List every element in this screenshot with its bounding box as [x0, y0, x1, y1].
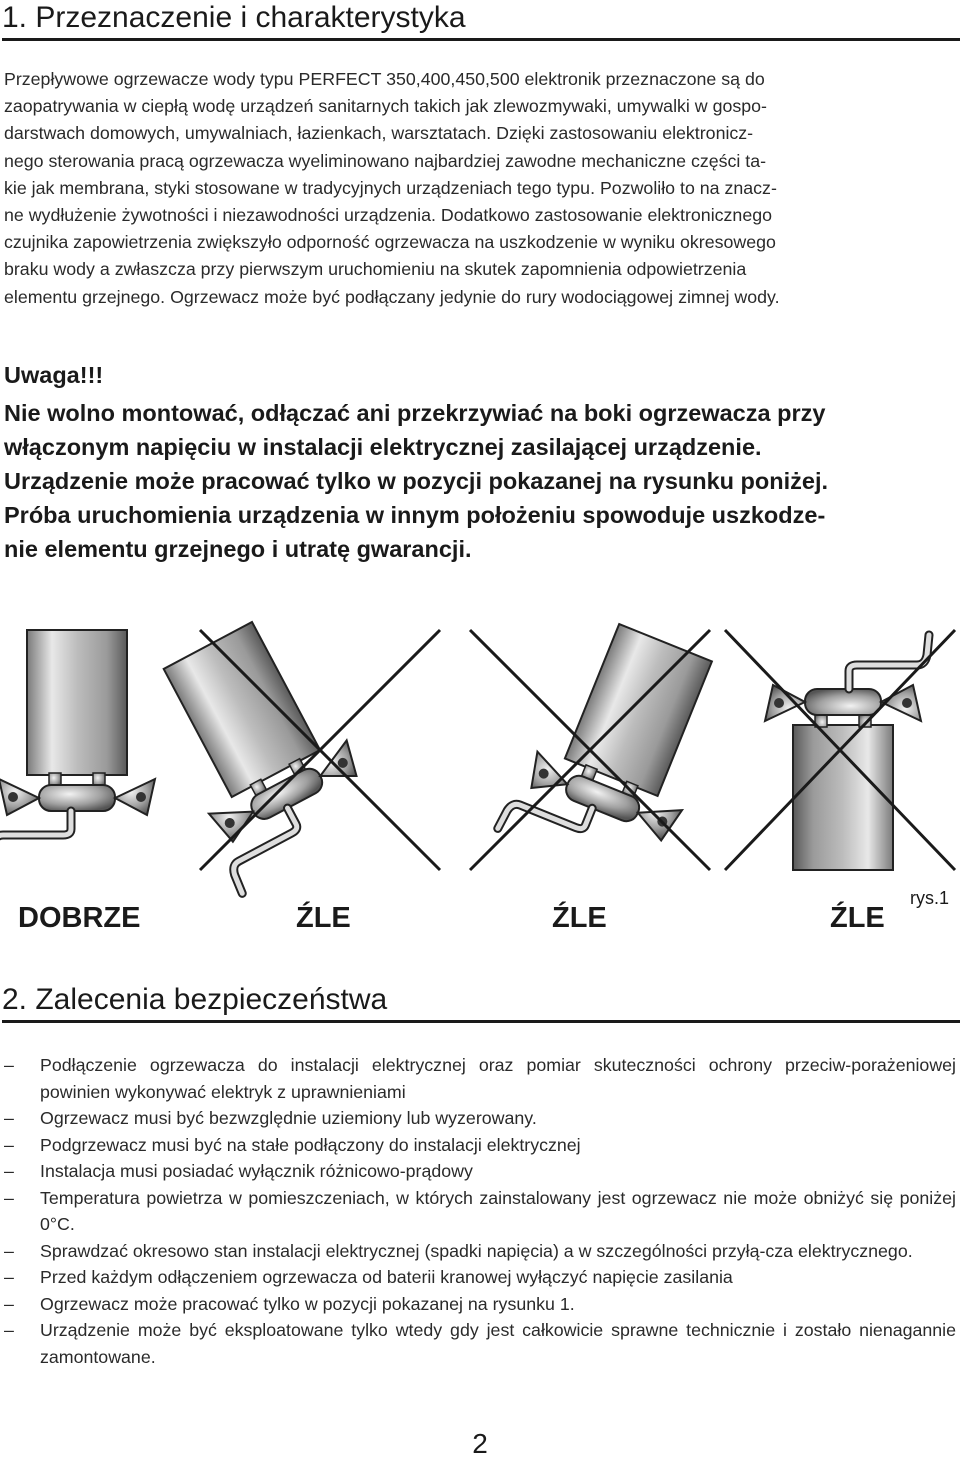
list-item-text: Podłączenie ogrzewacza do instalacji elektrycznej oraz pomiar skuteczności ochrony przeciw-porażeniowej powinien wykonywać elektryk z uprawnieniami	[40, 1055, 956, 1102]
list-dash: –	[4, 1108, 14, 1128]
intro-line: darstwach domowych, umywalniach, łazienkach, warsztatach. Dzięki zastosowaniu elektronicz-	[4, 123, 754, 144]
list-item	[4, 1158, 956, 1185]
list-item	[4, 1238, 956, 1265]
list-item	[4, 1264, 956, 1291]
list-item	[4, 1105, 956, 1132]
figure-caption: rys.1	[910, 888, 950, 908]
list-item	[4, 1317, 956, 1370]
list-item-text: Urządzenie może być eksploatowane tylko wtedy gdy jest całkowicie sprawne technicznie i zostało nienagannie zamontowane.	[40, 1320, 956, 1367]
intro-line: nego sterowania pracą ogrzewacza wyeliminowano najbardziej zawodne mechaniczne części ta-	[4, 150, 767, 171]
heater-tilted-left	[132, 609, 387, 893]
warning-title: Uwaga!!!	[4, 362, 104, 388]
label-wrong: ŹLE	[830, 902, 885, 934]
list-item-text: Podgrzewacz musi być na stałe podłączony do instalacji elektrycznej	[40, 1134, 581, 1155]
page-number: 2	[472, 1428, 488, 1459]
intro-line: elementu grzejnego. Ogrzewacz może być podłączany jedynie do rury wodociągowej zimnej wody.	[4, 286, 780, 307]
mounting-positions-illustration	[0, 600, 960, 900]
list-item-text: Instalacja musi posiadać wyłącznik różnicowo-prądowy	[40, 1161, 473, 1181]
safety-list	[4, 1052, 956, 1370]
list-dash: –	[4, 1187, 14, 1208]
list-dash: –	[4, 1267, 14, 1287]
list-item-text: Sprawdzać okresowo stan instalacji elektrycznej (spadki napięcia) a w szczególności przyłą-cza elektrycznego.	[40, 1240, 913, 1261]
list-dash: –	[4, 1320, 14, 1340]
intro-line: braku wody a zwłaszcza przy pierwszym uruchomieniu na skutek zapomnienia odpowietrzenia	[4, 259, 747, 280]
warning-line: włączonym napięciu w instalacji elektrycznej zasilającej urządzenie.	[4, 434, 762, 460]
list-dash: –	[4, 1134, 14, 1155]
intro-line: czujnika zapowietrzenia zwiększyło odporność ogrzewacza na uszkodzenie w wyniku okresowego	[4, 232, 776, 253]
list-item-text: Ogrzewacz może pracować tylko w pozycji pokazanej na rysunku 1.	[40, 1293, 575, 1314]
list-item-text: Przed każdym odłączeniem ogrzewacza od baterii kranowej wyłączyć napięcie zasilania	[40, 1267, 733, 1287]
list-item	[4, 1052, 956, 1105]
list-item	[4, 1185, 956, 1238]
warning-block	[4, 358, 960, 566]
label-wrong: ŹLE	[296, 902, 351, 934]
list-item-text: Ogrzewacz musi być bezwzględnie uziemiony lub wyzerowany.	[40, 1108, 537, 1128]
list-dash: –	[4, 1161, 14, 1181]
mounting-figure	[0, 600, 960, 960]
section-2-heading: 2. Zalecenia bezpieczeństwa	[2, 982, 960, 1023]
warning-line: nie elementu grzejnego i utratę gwarancji.	[4, 536, 472, 562]
heater-correct-position	[0, 630, 155, 865]
list-item-text: Temperatura powietrza w pomieszczeniach, w których zainstalowany jest ogrzewacz nie może obniżyć się poniżej 0°C.	[40, 1187, 956, 1234]
section-1-heading: 1. Przeznaczenie i charakterystyka	[2, 0, 960, 41]
list-dash: –	[4, 1293, 14, 1314]
heater-tilted-right	[498, 611, 738, 890]
intro-paragraph	[4, 66, 956, 311]
intro-line: zaopatrywania w ciepłą wodę urządzeń sanitarnych takich jak zlewozmywaki, umywalki w gospo-	[4, 96, 767, 117]
label-correct: DOBRZE	[18, 902, 141, 934]
warning-line: Nie wolno montować, odłączać ani przekrzywiać na boki ogrzewacza przy	[4, 400, 826, 426]
list-item	[4, 1291, 956, 1318]
intro-line: ne wydłużenie żywotności i niezawodności urządzenia. Dodatkowo zastosowanie elektronicznego	[4, 205, 772, 226]
label-wrong: ŹLE	[552, 902, 607, 934]
list-item	[4, 1132, 956, 1159]
heater-upside-down	[765, 635, 929, 870]
intro-line: kie jak membrana, styki stosowane w tradycyjnych urządzeniach tego typu. Pozwoliło to na znacz-	[4, 177, 777, 198]
list-dash: –	[4, 1240, 14, 1261]
list-dash: –	[4, 1055, 14, 1075]
warning-line: Urządzenie może pracować tylko w pozycji pokazanej na rysunku poniżej.	[4, 468, 829, 494]
warning-line: Próba uruchomienia urządzenia w innym położeniu spowoduje uszkodze-	[4, 502, 826, 528]
intro-line: Przepływowe ogrzewacze wody typu PERFECT 350,400,450,500 elektronik przeznaczone są do	[4, 69, 765, 89]
